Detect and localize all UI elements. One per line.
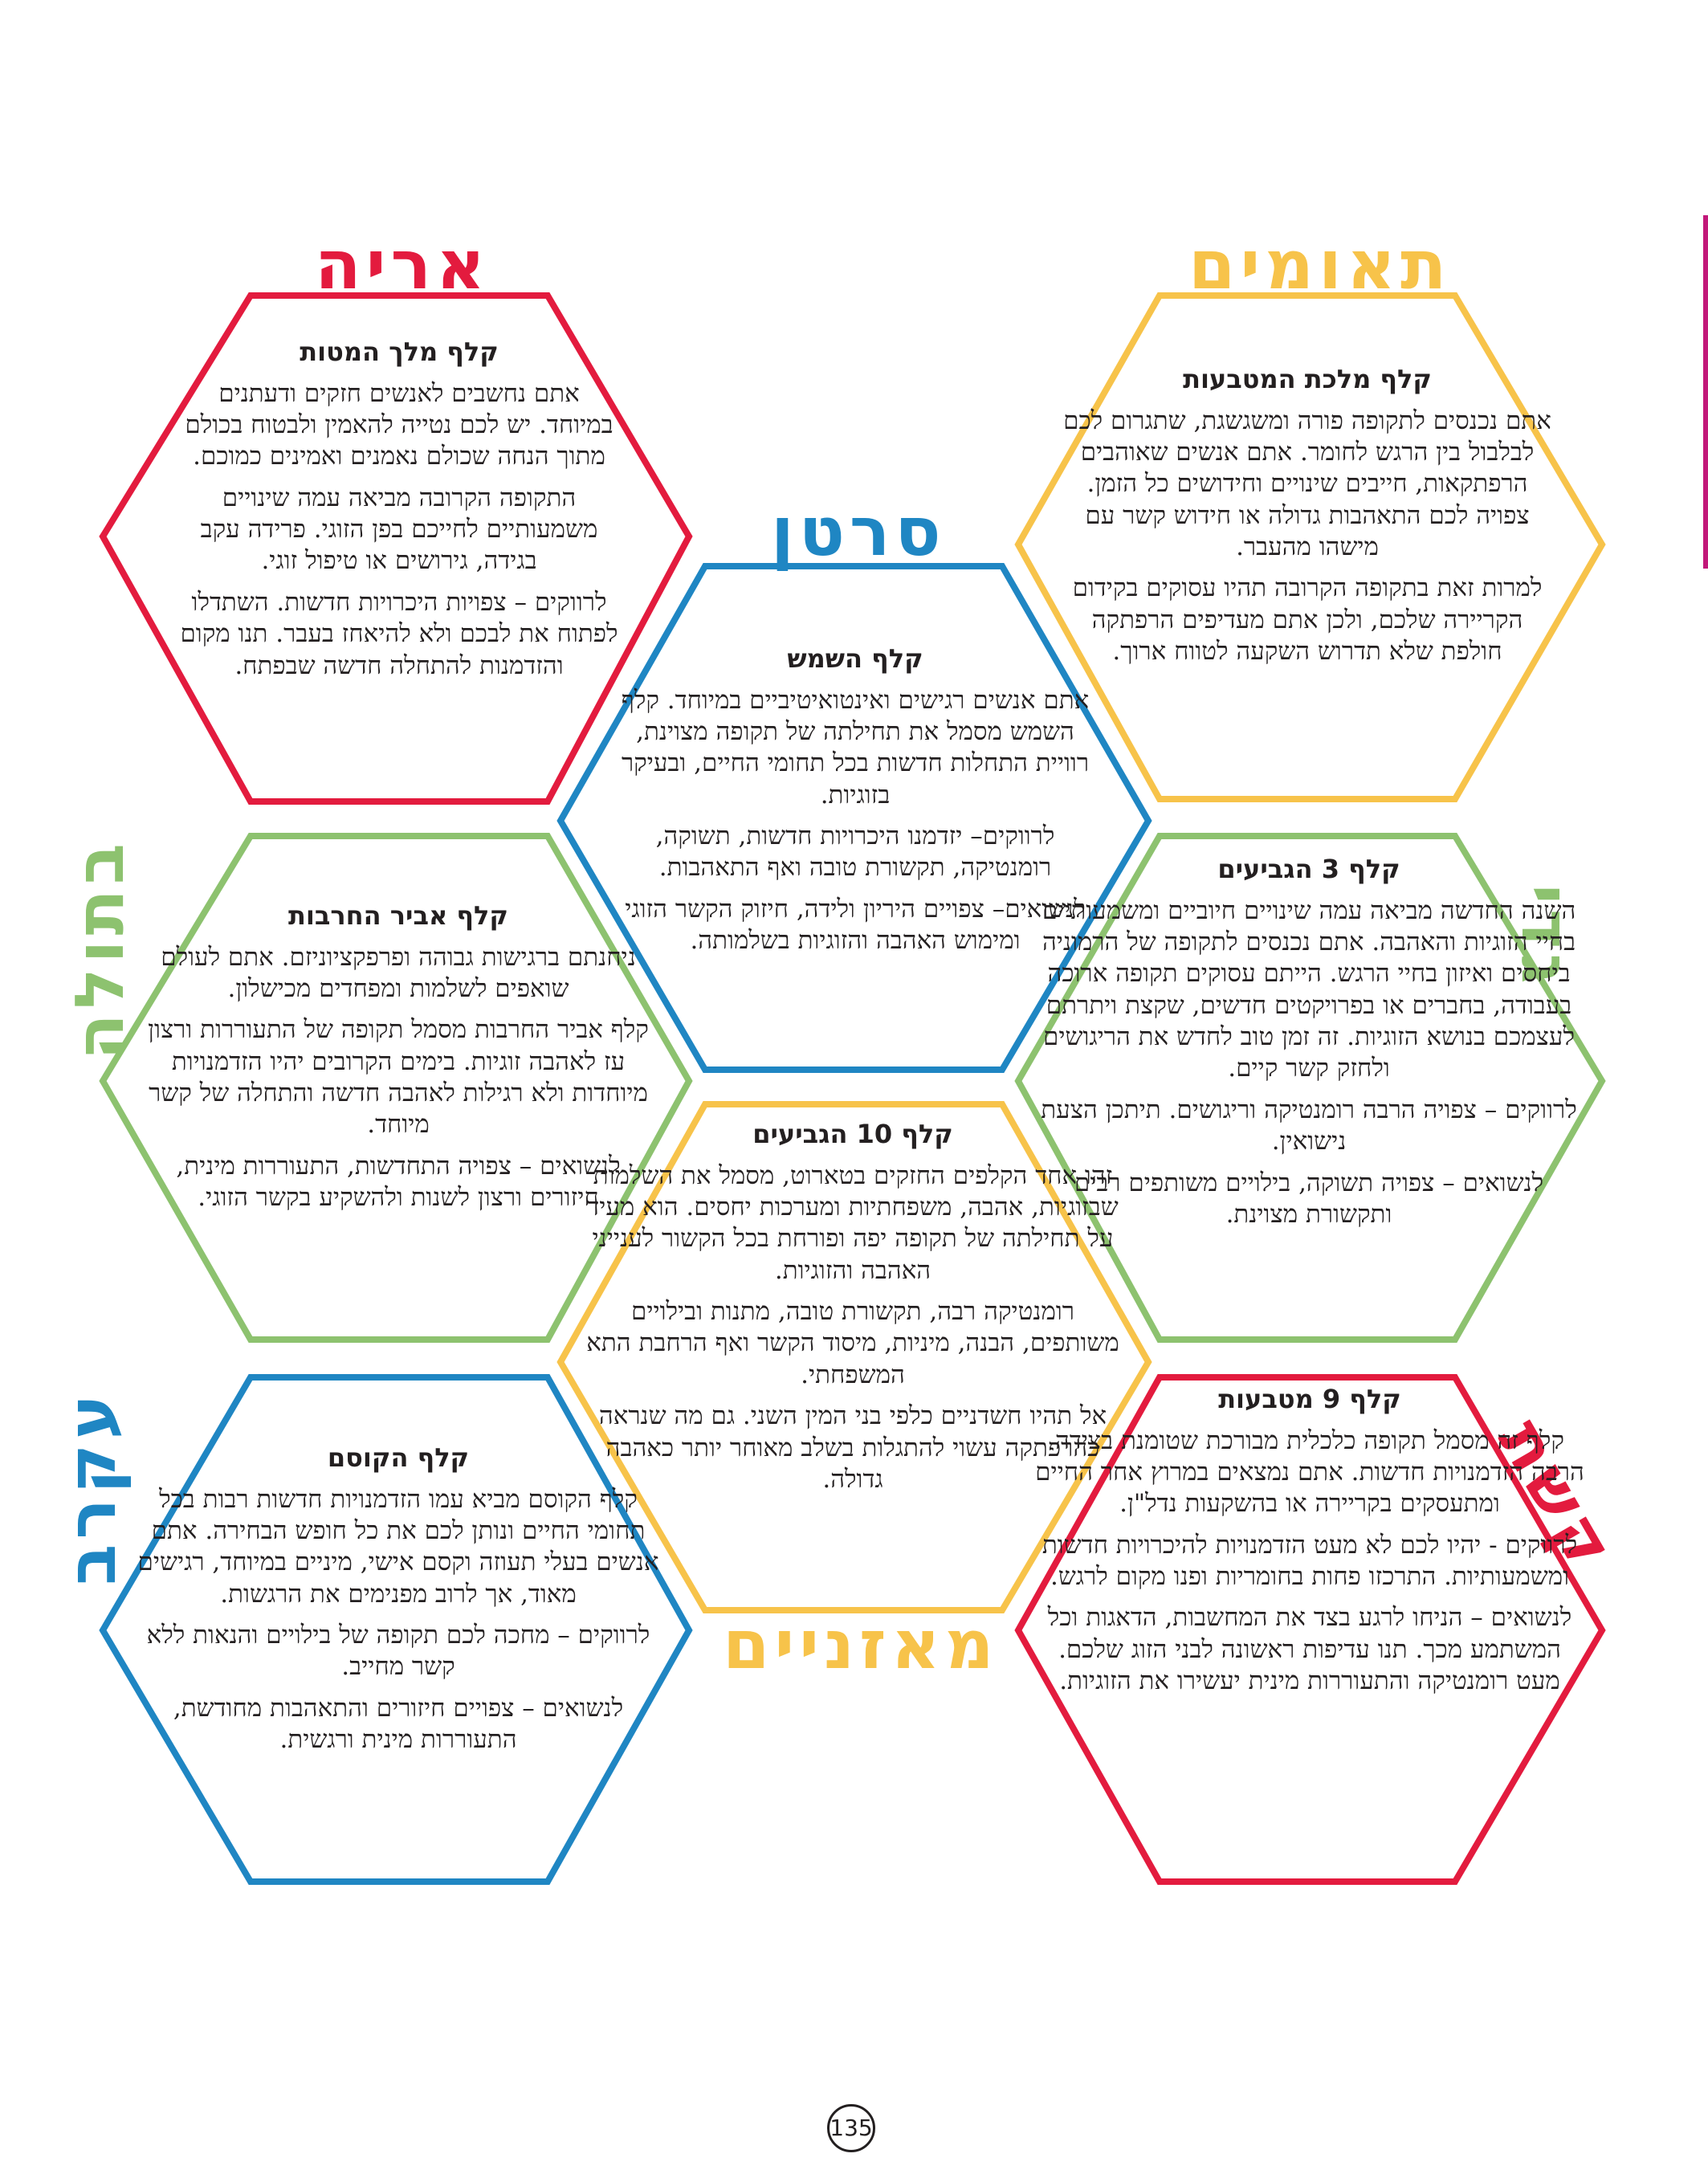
card-title: קלף 10 הגביעים xyxy=(752,1119,953,1149)
card-paragraph: לנשואים – הניחו לרגע בצד את המחשבות, הדאגות וכל המשתמע מכך. תנו עדיפות ראשונה לבני הזוג שלכם. מעט רומנטיקה והתעוררות מינית יעשירו את הזוגיות. xyxy=(1047,1603,1572,1696)
card-paragraph: רומנטיקה רבה, תקשורת טובה, מתנות ובילויים משותפים, הבנה, מיניות, מיסוד הקשר ואף הרחבת התא המשפחתי. xyxy=(586,1297,1119,1389)
card-title: קלף השמש xyxy=(787,643,923,674)
card-paragraph: קלף אביר החרבות מסמל תקופה של התעוררות ורצון עז לאהבה זוגיות. בימים הקרובים יהיו הזדמנויות מיוחדות ולא רגילות לאהבה חדשה והתחלה של קשר מיוחד. xyxy=(148,1015,649,1140)
card-paragraph: לרווקים– יזדמנו היכרויות חדשות, תשוקה, רומנטיקה, תקשורת טובה ואף התאהבות. xyxy=(655,822,1055,883)
sign-title-gemini: תאומים xyxy=(1188,226,1452,304)
card-paragraph: למרות זאת בתקופה הקרובה תהיו עסוקים בקידום הקריירה שלכם, ולכן אתם מעדיפים הרפתקה חולפת שלא תדרוש השקעה לטווח ארוך. xyxy=(1072,573,1543,667)
page-number: 135 xyxy=(827,2104,875,2152)
card-paragraph: לרווקים - יהיו לכם לא מעט הזדמנויות להיכרויות חדשות ומשמעותיות. התרכזו פחות בחומריות ופנו מקום לרגש. xyxy=(1042,1530,1578,1592)
card-paragraph: התקופה הקרובה מביאה עמה שינויים משמעותיים לחייכם בפן הזוגי. פרידה עקב בגידה, גירושים או טיפול זוגי. xyxy=(200,483,598,576)
card-paragraph: לנשואים– צפויים היריון ולידה, חיזוק הקשר הזוגי ומימוש האהבה והזוגיות בשלמותה. xyxy=(625,894,1086,956)
card-paragraph: לרווקים – צפויות היכרויות חדשות. השתדלו לפתוח את לבכם ולא להיאחז בעבר. תנו מקום והזדמנות להתחלה חדשה שבפתח. xyxy=(180,587,618,680)
sign-title-leo: אריה xyxy=(315,226,491,304)
card-paragraph: ניחנתם ברגישות גבוהה ופרפקציוניזם. אתם לעולם שואפים לשלמות ומפחדים מכישלון. xyxy=(161,942,636,1003)
sign-title-scorpio: עקרב xyxy=(52,1389,131,1585)
card-title: קלף מלך המטות xyxy=(300,336,499,367)
card-cancer xyxy=(610,642,1100,967)
card-scorpio xyxy=(133,1442,663,1766)
card-paragraph: זהו אחד הקלפים החזקים בטארוט, מסמל את השלמות שבזוגיות, אהבה, משפחתיות ומערכות יחסים. הוא מעיד על תחילתה של תקופה יפה ופורחת בכל הקשור לענייני האהבה והזוגיות. xyxy=(587,1160,1119,1285)
card-paragraph: לרווקים – מחכה לכם תקופה של בילויים והנאות ללא קשר מחייב. xyxy=(146,1621,650,1682)
card-paragraph: לרווקים – צפויה הרבה רומנטיקה וריגושים. תיתכן הצעת נישואין. xyxy=(1041,1095,1577,1156)
sign-title-virgo: בתולה xyxy=(60,838,139,1060)
card-title: קלף מלכת המטבעות xyxy=(1183,364,1432,394)
sign-title-libra: מאזניים xyxy=(723,1605,999,1684)
card-title: קלף 9 מטבעות xyxy=(1218,1384,1401,1414)
card-paragraph: קלף הקוסם מביא עמו הזדמנויות חדשות רבות בכל תחומי החיים ונותן לכם את כל חופש הבחירה. אתם אנשים בעלי תעוזה וקסם אישי, מיניים במיוחד, רגישים מאוד, אך לרוב מפנימים את הרגשות. xyxy=(137,1484,659,1609)
card-paragraph: אתם נכנסים לתקופה פורה ומשגשגת, שתגרום לכם לבלבול בין הרגש לחומר. אתם אנשים שאוהבים הרפתקאות, חייבים שינויים וחידושים כל הזמן. צפויה לכם התאהבות גדולה או חידוש קשר עם מישהו מהעבר. xyxy=(1063,406,1551,562)
card-paragraph: קלף זה מסמל תקופה כלכלית מבורכת שטומנת בצידה הרבה הזדמנויות חדשות. אתם נמצאים במרוץ אחר החיים ומתעסקים בקריירה או בהשקעות נדל"ן. xyxy=(1035,1425,1584,1519)
edge-color-bar xyxy=(1703,215,1708,569)
card-virgo xyxy=(141,899,655,1224)
card-paragraph: לנשואים – צפויה התחדשות, התעוררות מינית, חיזורים ורצון לשנות ולהשקיע בקשר הזוגי. xyxy=(176,1151,621,1213)
sign-title-capricorn: גדי xyxy=(1506,884,1585,989)
card-title: קלף אביר החרבות xyxy=(288,900,508,931)
sign-title-sagittarius: קשת xyxy=(1483,1405,1633,1585)
card-paragraph: אתם אנשים רגישים ואינטואיטיביים במיוחד. קלף השמש מסמל את תחילתה של תקופה מצוינת, רוויית התחלות חדשות בכל תחומי החיים, ובעיקר בזוגיות. xyxy=(621,685,1090,810)
card-paragraph: לנשואים – צפויה תשוקה, בילויים משותפים רבים ותקשורת מצוינת. xyxy=(1074,1168,1544,1229)
card-title: קלף 3 הגביעים xyxy=(1217,854,1400,884)
card-gemini xyxy=(1058,363,1556,678)
card-leo xyxy=(178,336,620,691)
card-paragraph: לנשואים – צפויים חיזורים והתאהבות מחודשת, התעוררות מינית ורגשית. xyxy=(173,1693,624,1755)
card-title: קלף הקוסם xyxy=(327,1442,470,1473)
card-sagittarius xyxy=(1033,1383,1587,1707)
card-paragraph: אל תהיו חשדניים כלפי בני המין השני. גם מה שנראה כהרפתקה עשוי להתגלות בשלב מאוחר יותר כאהבה גדולה. xyxy=(598,1401,1107,1494)
card-paragraph: השנה החדשה מביאה עמה שינויים חיוביים ומשמעותיים בחיי הזוגיות והאהבה. אתם נכנסים לתקופה של הרמוניה ביחסים ואיזון בחיי הרגש. הייתם עסוקים תקופה ארוכה בעבודה, בחברים או בפרויקטים חדשים, שקצת ויתרתם לעצמכם בנושא הזוגיות. זה זמן טוב לחדש את הריגושים ולחזק קשר קיים. xyxy=(1042,895,1576,1083)
card-paragraph: אתם נחשבים לאנשים חזקים ודעתנים במיוחד. יש לכם נטייה להאמין ולבטוח בכולם מתוך הנחה שכולם נאמנים ואמינים כמוכם. xyxy=(185,378,613,471)
sign-title-cancer: סרטן xyxy=(771,492,946,571)
